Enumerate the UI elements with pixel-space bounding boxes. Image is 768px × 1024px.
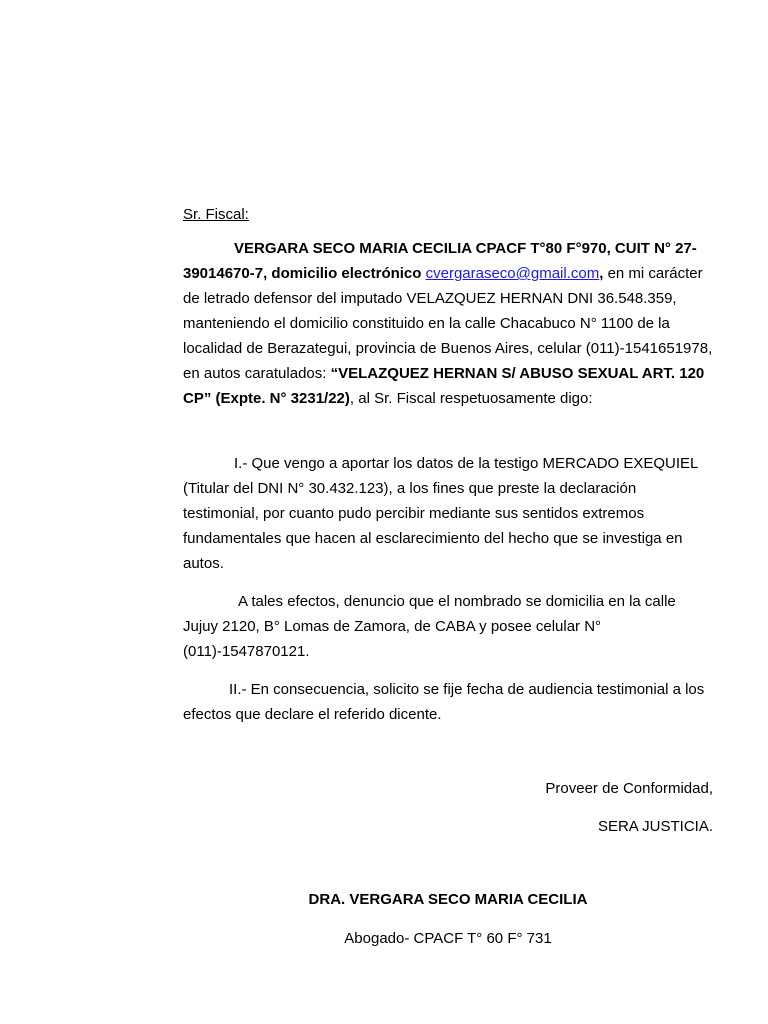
closing-line-1: Proveer de Conformidad, bbox=[545, 780, 713, 797]
intro-text: en mi carácter de letrado defensor del imputado VELAZQUEZ HERNAN DNI 36.548.359, manteniendo el domicilio constituido en la calle Chacabuco N° 1100 de la localidad de Berazategui, provincia de Buenos Aires, celular (011)-1541651978, en autos caratulados: bbox=[183, 265, 713, 382]
email-link[interactable]: cvergaraseco@gmail.com bbox=[425, 265, 600, 282]
paragraph-witness bbox=[183, 451, 713, 576]
addressee-heading: Sr. Fiscal: bbox=[183, 206, 249, 223]
witness-text: I.- Que vengo a aportar los datos de la testigo MERCADO EXEQUIEL (Titular del DNI N° 30.432.123), a los fines que preste la declaración testimonial, por cuanto pudo percibir mediante sus sentidos extremos fundamentales que hacen al esclarecimiento del hecho que se investiga en autos. bbox=[183, 455, 698, 572]
signature-title: Abogado- CPACF T° 60 F° 731 bbox=[344, 930, 552, 947]
email-comma: , bbox=[599, 265, 604, 282]
address-text: A tales efectos, denuncio que el nombrado se domicilia en la calle Jujuy 2120, B° Lomas de Zamora, de CABA y posee celular N° (011)-1547870121. bbox=[183, 593, 676, 660]
paragraph-address bbox=[183, 589, 713, 664]
lawyer-identification: VERGARA SECO MARIA CECILIA CPACF T°80 F°970, CUIT N° 27-39014670-7, domicilio electrónico bbox=[183, 240, 697, 282]
paragraph-introduction bbox=[183, 236, 713, 411]
request-text: II.- En consecuencia, solicito se fije fecha de audiencia testimonial a los efectos que declare el referido dicente. bbox=[183, 681, 705, 723]
paragraph-request bbox=[183, 677, 713, 727]
signature-name: DRA. VERGARA SECO MARIA CECILIA bbox=[308, 891, 588, 908]
case-caption: “VELAZQUEZ HERNAN S/ ABUSO SEXUAL ART. 120 CP” (Expte. N° 3231/22) bbox=[183, 365, 705, 407]
closing-line-2: SERA JUSTICIA. bbox=[597, 818, 713, 835]
intro-closing-text: , al Sr. Fiscal respetuosamente digo: bbox=[349, 390, 593, 407]
